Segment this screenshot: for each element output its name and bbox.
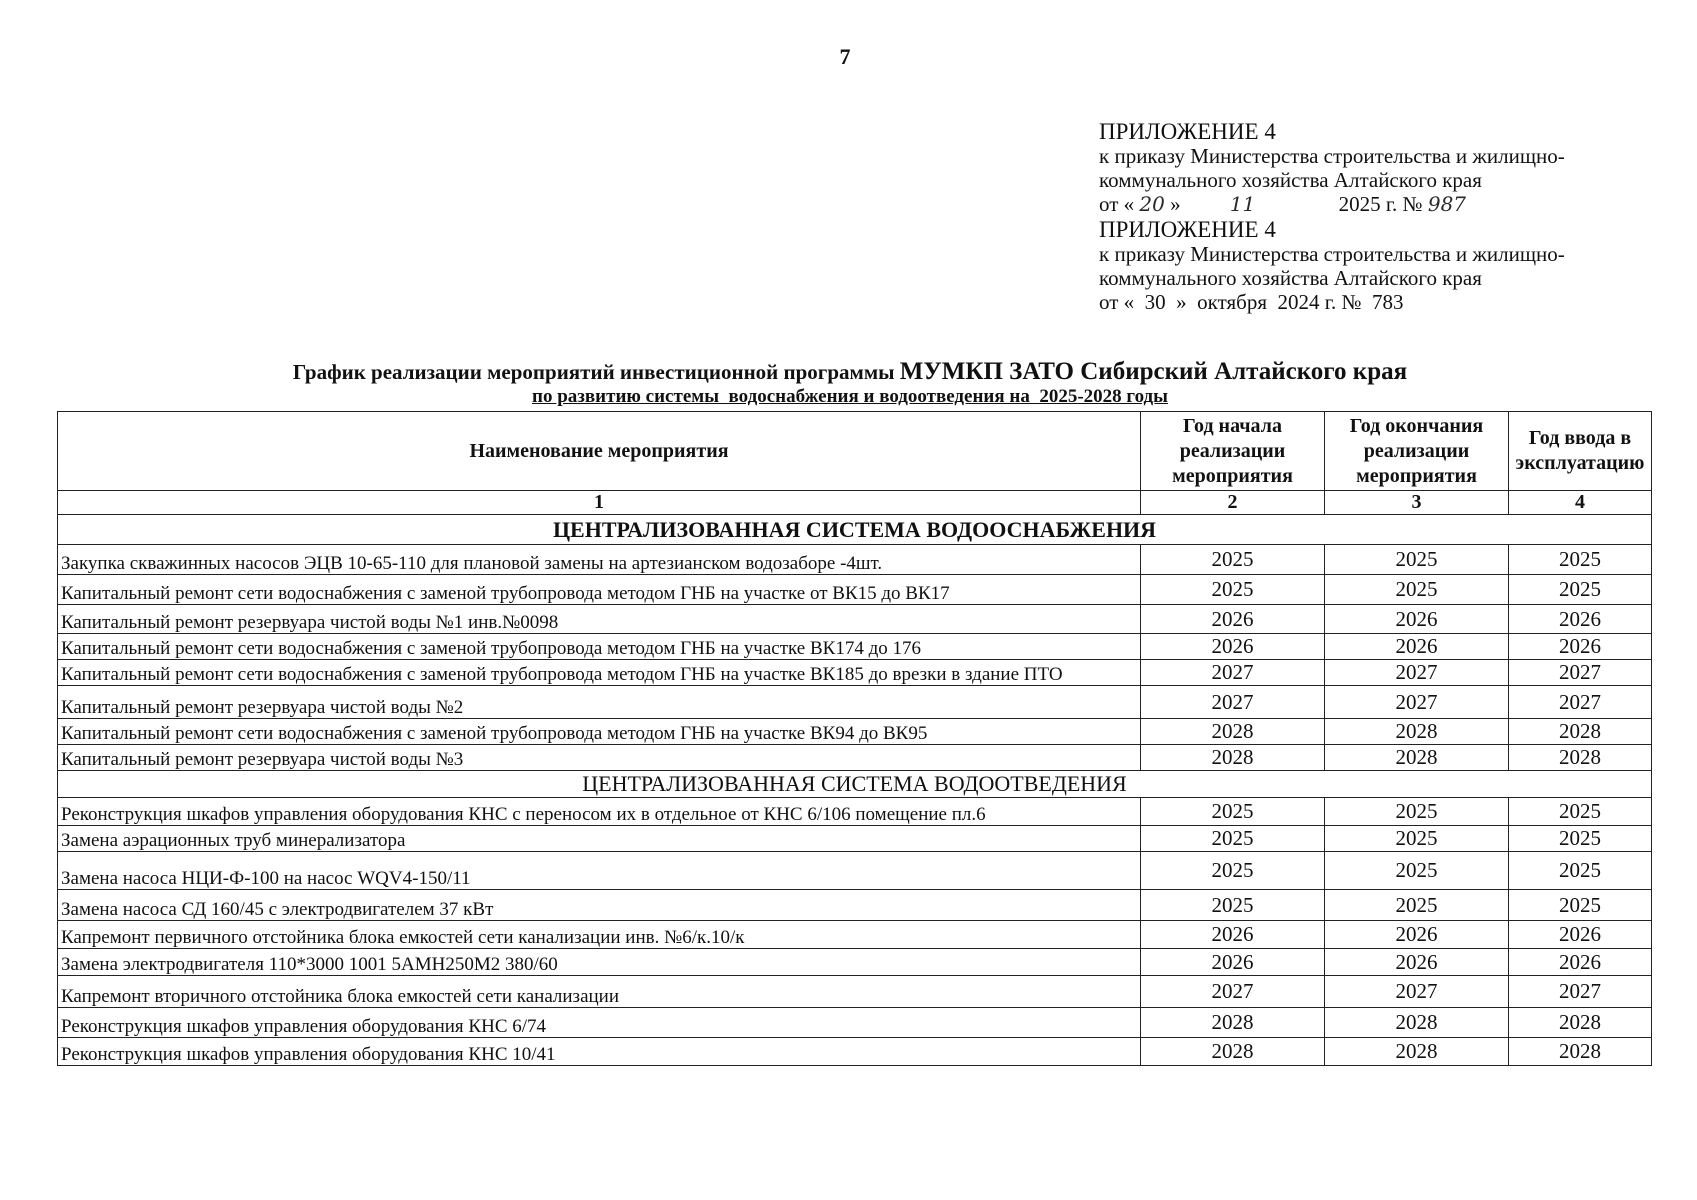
end-year-cell: 2028 [1325, 745, 1509, 771]
section-title: ЦЕНТРАЛИЗОВАННАЯ СИСТЕМА ВОДООТВЕДЕНИЯ [58, 771, 1652, 798]
appendix-heading: ПРИЛОЖЕНИЕ 4 [1099, 217, 1276, 242]
section-header-row [58, 515, 1652, 545]
table-row [58, 634, 1652, 660]
end-year-cell: 2026 [1325, 605, 1509, 634]
start-year-cell: 2025 [1141, 798, 1325, 826]
appendix-heading: ПРИЛОЖЕНИЕ 4 [1099, 119, 1276, 144]
header-end-year: Год окончания реализации мероприятия [1325, 412, 1509, 491]
table-row [58, 660, 1652, 686]
commission-year-cell: 2025 [1509, 852, 1652, 890]
end-year-cell: 2025 [1325, 826, 1509, 852]
subtitle-text: по развитию системы водоснабжения и водоотведения на 2025-2028 годы [532, 386, 1168, 407]
end-year-cell: 2025 [1325, 575, 1509, 605]
appendix-line: к приказу Министерства строительства и жилищно- [1099, 242, 1565, 266]
header-name: Наименование мероприятия [58, 412, 1141, 491]
header-commission-year: Год ввода в эксплуатацию [1509, 412, 1652, 491]
appendix-line: коммунального хозяйства Алтайского края [1099, 266, 1482, 290]
activity-name-cell: Капитальный ремонт сети водоснабжения с заменой трубопровода методом ГНБ на участке ВК185 до врезки в здание ПТО [58, 660, 1141, 686]
end-year-cell: 2027 [1325, 660, 1509, 686]
title-part2: МУМКП ЗАТО Сибирский Алтайского края [899, 358, 1408, 385]
end-year-cell: 2027 [1325, 976, 1509, 1008]
activity-name-cell: Закупка скважинных насосов ЭЦВ 10-65-110 для плановой замены на артезианском водозаборе -4шт. [58, 545, 1141, 575]
start-year-cell: 2025 [1141, 826, 1325, 852]
start-year-cell: 2025 [1141, 575, 1325, 605]
end-year-cell: 2028 [1325, 719, 1509, 745]
handwritten-day: 20 [1139, 192, 1165, 216]
column-number: 2 [1141, 491, 1325, 515]
appendix-previous [1099, 218, 1565, 314]
appendix-date-line [1099, 192, 1565, 216]
start-year-cell: 2028 [1141, 1008, 1325, 1038]
start-year-cell: 2025 [1141, 852, 1325, 890]
handwritten-number: 987 [1427, 192, 1467, 216]
table-row [58, 1038, 1652, 1066]
start-year-cell: 2028 [1141, 1038, 1325, 1066]
end-year-cell: 2026 [1325, 634, 1509, 660]
start-year-cell: 2027 [1141, 976, 1325, 1008]
section-header-row [58, 771, 1652, 798]
table-row [58, 852, 1652, 890]
activity-name-cell: Реконструкция шкафов управления оборудования КНС с переносом их в отдельное от КНС 6/106 помещение пл.6 [58, 798, 1141, 826]
start-year-cell: 2028 [1141, 719, 1325, 745]
table-row [58, 949, 1652, 976]
activity-name-cell: Капитальный ремонт сети водоснабжения с заменой трубопровода методом ГНБ на участке от ВК15 до ВК17 [58, 575, 1141, 605]
commission-year-cell: 2025 [1509, 575, 1652, 605]
schedule-table [57, 411, 1652, 1066]
table-row [58, 826, 1652, 852]
table-row [58, 921, 1652, 949]
commission-year-cell: 2026 [1509, 605, 1652, 634]
activity-name-cell: Замена насоса СД 160/45 с электродвигателем 37 кВт [58, 890, 1141, 921]
end-year-cell: 2028 [1325, 1038, 1509, 1066]
commission-year-cell: 2025 [1509, 545, 1652, 575]
activity-name-cell: Замена насоса НЦИ-Ф-100 на насос WQV4-150/11 [58, 852, 1141, 890]
commission-year-cell: 2027 [1509, 686, 1652, 719]
date-prefix: от « [1099, 192, 1135, 216]
table-row [58, 575, 1652, 605]
activity-name-cell: Капитальный ремонт резервуара чистой воды №2 [58, 686, 1141, 719]
activity-name-cell: Реконструкция шкафов управления оборудования КНС 6/74 [58, 1008, 1141, 1038]
commission-year-cell: 2027 [1509, 976, 1652, 1008]
activity-name-cell: Капитальный ремонт сети водоснабжения с заменой трубопровода методом ГНБ на участке ВК94 до ВК95 [58, 719, 1141, 745]
start-year-cell: 2026 [1141, 949, 1325, 976]
commission-year-cell: 2025 [1509, 826, 1652, 852]
end-year-cell: 2025 [1325, 798, 1509, 826]
end-year-cell: 2026 [1325, 949, 1509, 976]
table-row [58, 745, 1652, 771]
column-number: 1 [58, 491, 1141, 515]
activity-name-cell: Капремонт вторичного отстойника блока емкостей сети канализации [58, 976, 1141, 1008]
document-title [60, 358, 1640, 386]
appendix-line: к приказу Министерства строительства и жилищно- [1099, 144, 1565, 168]
date-mid: » [1170, 192, 1181, 216]
commission-year-cell: 2026 [1509, 921, 1652, 949]
appendix-current [1099, 120, 1565, 216]
commission-year-cell: 2026 [1509, 634, 1652, 660]
start-year-cell: 2025 [1141, 545, 1325, 575]
appendix-line: коммунального хозяйства Алтайского края [1099, 168, 1482, 192]
header-row [58, 412, 1652, 491]
start-year-cell: 2028 [1141, 745, 1325, 771]
commission-year-cell: 2028 [1509, 1008, 1652, 1038]
activity-name-cell: Капитальный ремонт резервуара чистой воды №1 инв.№0098 [58, 605, 1141, 634]
table-row [58, 976, 1652, 1008]
start-year-cell: 2027 [1141, 686, 1325, 719]
commission-year-cell: 2025 [1509, 890, 1652, 921]
commission-year-cell: 2028 [1509, 719, 1652, 745]
start-year-cell: 2027 [1141, 660, 1325, 686]
activity-name-cell: Капитальный ремонт резервуара чистой воды №3 [58, 745, 1141, 771]
commission-year-cell: 2027 [1509, 660, 1652, 686]
end-year-cell: 2025 [1325, 852, 1509, 890]
table-row [58, 1008, 1652, 1038]
start-year-cell: 2026 [1141, 605, 1325, 634]
end-year-cell: 2025 [1325, 890, 1509, 921]
date-year: 2025 г. № [1338, 192, 1423, 216]
end-year-cell: 2027 [1325, 686, 1509, 719]
page-number: 7 [839, 44, 851, 69]
activity-name-cell: Капитальный ремонт сети водоснабжения с заменой трубопровода методом ГНБ на участке ВК174 до 176 [58, 634, 1141, 660]
activity-name-cell: Замена электродвигателя 110*3000 1001 5АМН250М2 380/60 [58, 949, 1141, 976]
activity-name-cell: Реконструкция шкафов управления оборудования КНС 10/41 [58, 1038, 1141, 1066]
commission-year-cell: 2026 [1509, 949, 1652, 976]
table-row [58, 719, 1652, 745]
document-subtitle [60, 386, 1640, 408]
table-row [58, 605, 1652, 634]
table-row [58, 798, 1652, 826]
start-year-cell: 2026 [1141, 921, 1325, 949]
start-year-cell: 2025 [1141, 890, 1325, 921]
column-number-row [58, 491, 1652, 515]
appendix-date-line: от « 30 » октября 2024 г. № 783 [1099, 290, 1404, 314]
end-year-cell: 2026 [1325, 921, 1509, 949]
activity-name-cell: Замена аэрационных труб минерализатора [58, 826, 1141, 852]
table-row [58, 545, 1652, 575]
end-year-cell: 2025 [1325, 545, 1509, 575]
title-part1: График реализации мероприятий инвестиционной программы [292, 360, 895, 384]
commission-year-cell: 2028 [1509, 1038, 1652, 1066]
column-number: 4 [1509, 491, 1652, 515]
table-row [58, 890, 1652, 921]
end-year-cell: 2028 [1325, 1008, 1509, 1038]
start-year-cell: 2026 [1141, 634, 1325, 660]
section-title: ЦЕНТРАЛИЗОВАННАЯ СИСТЕМА ВОДООСНАБЖЕНИЯ [58, 515, 1652, 545]
column-number: 3 [1325, 491, 1509, 515]
table-row [58, 686, 1652, 719]
commission-year-cell: 2025 [1509, 798, 1652, 826]
activity-name-cell: Капремонт первичного отстойника блока емкостей сети канализации инв. №6/к.10/к [58, 921, 1141, 949]
handwritten-month: 11 [1229, 192, 1256, 216]
header-start-year: Год начала реализации мероприятия [1141, 412, 1325, 491]
commission-year-cell: 2028 [1509, 745, 1652, 771]
